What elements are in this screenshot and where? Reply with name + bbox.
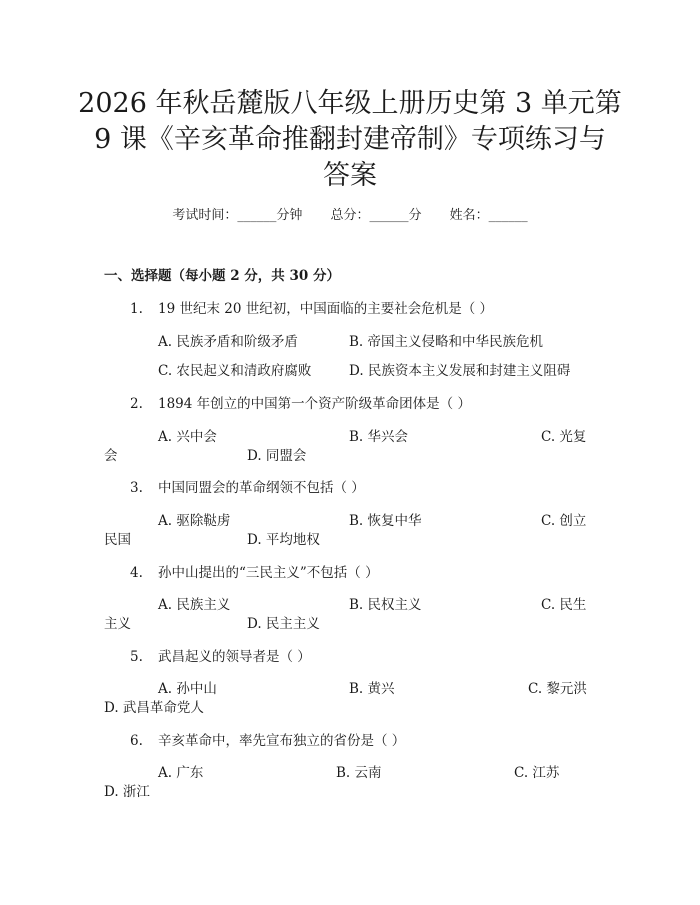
title-line-3: 答案: [323, 160, 377, 191]
q4-option-c-wrap: 主义: [104, 616, 131, 632]
question-text: 1894 年创立的中国第一个资产阶级革命团体是（ ）: [158, 396, 471, 412]
question-text: 辛亥革命中，率先宣布独立的省份是（ ）: [158, 733, 406, 749]
question-4: [130, 564, 379, 582]
question-number: 6.: [130, 733, 143, 749]
total-score-field: 总分：______分: [330, 208, 422, 223]
q6-option-b: B. 云南: [336, 765, 382, 781]
q5-option-a: A. 孙中山: [158, 681, 217, 697]
question-5: [130, 648, 311, 666]
question-1: [130, 300, 493, 318]
q3-option-b: B. 恢复中华: [349, 513, 422, 529]
exam-meta: [0, 207, 700, 225]
question-2: [130, 395, 471, 413]
q4-option-b: B. 民权主义: [349, 597, 422, 613]
question-number: 1.: [130, 301, 143, 317]
q6-option-c: C. 江苏: [514, 765, 560, 781]
q3-option-c-wrap: 民国: [104, 532, 131, 548]
question-number: 4.: [130, 565, 143, 581]
question-text: 武昌起义的领导者是（ ）: [158, 649, 311, 665]
title-line-1: 2026 年秋岳麓版八年级上册历史第 3 单元第: [78, 88, 622, 119]
question-number: 5.: [130, 649, 143, 665]
q1-option-a: A. 民族矛盾和阶级矛盾: [158, 334, 298, 350]
q1-option-b: B. 帝国主义侵略和中华民族危机: [349, 334, 544, 350]
document-title: [60, 86, 640, 194]
q2-option-d: D. 同盟会: [247, 448, 307, 464]
q5-option-d: D. 武昌革命党人: [104, 700, 204, 716]
question-3: [130, 479, 365, 497]
exam-time-field: 考试时间：______分钟: [172, 208, 303, 223]
q4-option-d: D. 民主主义: [247, 616, 320, 632]
q2-option-c: C. 光复: [541, 429, 587, 445]
question-6: [130, 732, 405, 750]
q1-option-c: C. 农民起义和清政府腐败: [158, 363, 312, 379]
q3-option-c: C. 创立: [541, 513, 587, 529]
q2-option-b: B. 华兴会: [349, 429, 409, 445]
q2-option-c-wrap: 会: [104, 448, 118, 464]
q2-option-a: A. 兴中会: [158, 429, 217, 445]
q4-option-c: C. 民生: [541, 597, 587, 613]
question-text: 中国同盟会的革命纲领不包括（ ）: [158, 480, 365, 496]
q6-option-a: A. 广东: [158, 765, 204, 781]
q1-option-d: D. 民族资本主义发展和封建主义阻碍: [349, 363, 571, 379]
question-number: 3.: [130, 480, 143, 496]
q4-option-a: A. 民族主义: [158, 597, 231, 613]
q3-option-a: A. 驱除鞑虏: [158, 513, 231, 529]
student-name-field: 姓名：______: [449, 208, 528, 223]
q6-option-d: D. 浙江: [104, 784, 150, 800]
question-text: 19 世纪末 20 世纪初，中国面临的主要社会危机是（ ）: [158, 301, 494, 317]
question-text: 孙中山提出的“三民主义”不包括（ ）: [158, 565, 379, 581]
q5-option-c: C. 黎元洪: [528, 681, 587, 697]
title-line-2: 9 课《辛亥革命推翻封建帝制》专项练习与: [94, 124, 606, 155]
section-heading: 一、选择题（每小题 2 分，共 30 分）: [104, 268, 340, 284]
q3-option-d: D. 平均地权: [247, 532, 320, 548]
q5-option-b: B. 黄兴: [349, 681, 395, 697]
question-number: 2.: [130, 396, 143, 412]
